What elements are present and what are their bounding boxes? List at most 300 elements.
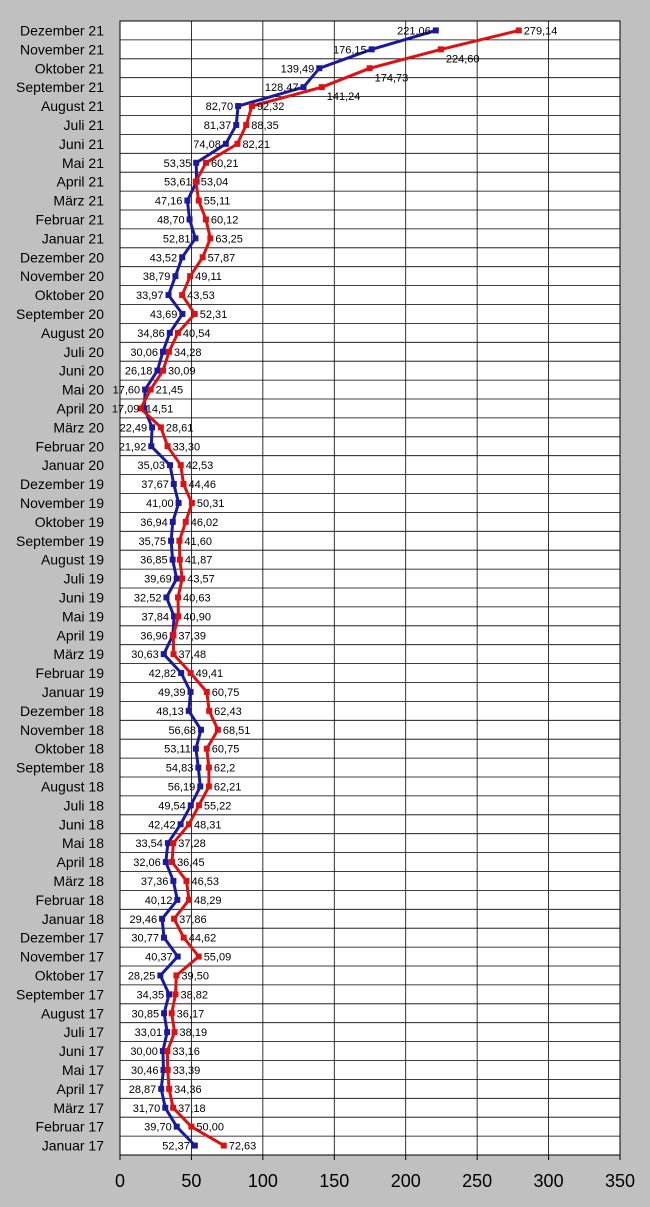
series-2-data-label: 52,31 xyxy=(199,308,228,321)
series-1-marker xyxy=(195,765,201,771)
series-2-data-label: 224,60 xyxy=(445,53,480,66)
series-2-marker xyxy=(172,1029,178,1035)
category-label: Februar 20 xyxy=(35,438,104,455)
series-1-data-label: 22,49 xyxy=(119,422,148,435)
series-2-marker xyxy=(175,613,181,619)
series-2-data-label: 37,39 xyxy=(178,630,206,643)
series-2-data-label: 41,87 xyxy=(184,554,213,567)
series-1-data-label: 38,79 xyxy=(142,271,171,284)
series-2-data-label: 40,54 xyxy=(182,327,211,340)
series-1-data-label: 37,36 xyxy=(140,875,169,888)
series-2-data-label: 46,53 xyxy=(191,875,220,888)
series-2-marker xyxy=(193,179,199,185)
series-2-data-label: 38,82 xyxy=(180,989,208,1002)
series-2-marker xyxy=(172,991,178,997)
series-1-marker xyxy=(178,821,184,827)
series-2-marker xyxy=(204,746,210,752)
series-1-data-label: 17,09 xyxy=(111,403,140,416)
series-1-data-label: 42,82 xyxy=(148,668,177,681)
series-2-marker xyxy=(176,538,182,544)
series-2-data-label: 55,22 xyxy=(203,800,232,813)
category-label: Februar 21 xyxy=(35,211,104,228)
series-1-data-label: 30,63 xyxy=(131,649,159,662)
series-2-data-label: 39,50 xyxy=(181,970,209,983)
series-2-data-label: 33,39 xyxy=(172,1064,201,1077)
series-2-data-label: 30,09 xyxy=(167,365,196,378)
series-2-marker xyxy=(203,160,209,166)
category-label: Mai 19 xyxy=(61,608,104,625)
series-1-marker xyxy=(161,651,167,657)
series-1-marker xyxy=(187,216,193,222)
series-1-marker xyxy=(188,802,194,808)
series-1-marker xyxy=(188,689,194,695)
series-2-data-label: 37,86 xyxy=(179,913,207,926)
series-2-data-label: 68,51 xyxy=(222,724,251,737)
series-2-data-label: 174,73 xyxy=(374,72,409,85)
category-label: Juni 18 xyxy=(58,816,104,833)
category-label: August 19 xyxy=(40,551,104,568)
series-1-data-label: 56,19 xyxy=(167,781,196,794)
x-tick-label: 250 xyxy=(462,1171,493,1191)
series-1-marker xyxy=(174,897,180,903)
series-2-marker xyxy=(173,972,179,978)
series-1-data-label: 34,35 xyxy=(136,989,165,1002)
series-2-data-label: 92,32 xyxy=(256,101,285,114)
series-1-marker xyxy=(179,311,185,317)
series-1-data-label: 35,75 xyxy=(138,535,167,548)
series-2-data-label: 37,18 xyxy=(178,1102,206,1115)
series-2-marker xyxy=(215,727,221,733)
category-label: August 21 xyxy=(40,98,104,115)
series-2-data-label: 40,90 xyxy=(183,611,211,624)
series-1-marker xyxy=(148,443,154,449)
category-label: November 19 xyxy=(19,494,104,511)
series-2-data-label: 37,28 xyxy=(178,838,206,851)
series-2-data-label: 55,11 xyxy=(203,195,231,208)
series-2-marker xyxy=(196,954,202,960)
series-1-data-label: 37,84 xyxy=(141,611,170,624)
series-1-data-label: 33,54 xyxy=(135,838,163,851)
series-2-data-label: 50,00 xyxy=(196,1121,224,1134)
series-1-marker xyxy=(166,292,172,298)
series-2-marker xyxy=(234,141,240,147)
series-2-data-label: 57,87 xyxy=(207,252,236,265)
category-label: November 18 xyxy=(19,721,104,738)
series-2-marker xyxy=(158,424,164,430)
series-2-marker xyxy=(178,462,184,468)
series-2-marker xyxy=(204,689,210,695)
series-2-marker xyxy=(186,897,192,903)
category-label: März 17 xyxy=(53,1099,104,1116)
series-2-marker xyxy=(188,670,194,676)
category-label: Februar 17 xyxy=(35,1118,104,1135)
series-1-data-label: 56,68 xyxy=(168,724,196,737)
series-2-data-label: 44,62 xyxy=(188,932,217,945)
series-1-marker xyxy=(163,859,169,865)
series-2-data-label: 33,30 xyxy=(172,441,201,454)
series-2-marker xyxy=(175,330,181,336)
series-1-data-label: 32,52 xyxy=(133,592,162,605)
series-2-data-label: 14,51 xyxy=(145,403,174,416)
series-1-marker xyxy=(160,349,166,355)
series-1-data-label: 33,01 xyxy=(134,1027,163,1040)
series-1-data-label: 128,47 xyxy=(264,82,299,95)
series-1-marker xyxy=(186,708,192,714)
series-2-data-label: 62,2 xyxy=(213,762,236,775)
series-1-marker xyxy=(176,500,182,506)
category-label: November 21 xyxy=(19,41,104,58)
series-1-marker xyxy=(170,878,176,884)
series-2-data-label: 82,21 xyxy=(242,138,270,151)
series-1-marker xyxy=(174,1124,180,1130)
series-2-data-label: 46,02 xyxy=(190,516,219,529)
x-tick-label: 150 xyxy=(319,1171,350,1191)
series-1-data-label: 37,67 xyxy=(141,479,169,492)
series-1-marker xyxy=(159,916,165,922)
series-1-marker xyxy=(192,1143,198,1149)
series-1-marker xyxy=(162,1105,168,1111)
series-2-data-label: 42,53 xyxy=(185,460,214,473)
category-label: März 18 xyxy=(53,872,104,889)
series-2-marker xyxy=(206,783,212,789)
series-2-data-label: 21,45 xyxy=(155,384,184,397)
series-1-marker xyxy=(192,235,198,241)
x-tick-label: 100 xyxy=(247,1171,278,1191)
series-1-marker xyxy=(149,424,155,430)
series-1-data-label: 28,25 xyxy=(127,970,156,983)
category-label: August 18 xyxy=(40,778,104,795)
series-2-marker xyxy=(170,840,176,846)
series-2-marker xyxy=(203,216,209,222)
series-1-data-label: 36,85 xyxy=(140,554,168,567)
series-2-marker xyxy=(189,500,195,506)
series-2-data-label: 37,48 xyxy=(178,649,207,662)
series-2-marker xyxy=(179,292,185,298)
series-1-data-label: 30,77 xyxy=(131,932,159,945)
series-2-marker xyxy=(221,1143,227,1149)
series-1-marker xyxy=(163,594,169,600)
series-1-data-label: 32,06 xyxy=(133,857,161,870)
series-1-marker xyxy=(198,727,204,733)
category-label: Dezember 21 xyxy=(19,22,104,39)
category-label: März 20 xyxy=(53,419,104,436)
series-1-marker xyxy=(167,330,173,336)
category-label: Juli 17 xyxy=(63,1024,104,1041)
category-label: Juni 20 xyxy=(58,362,104,379)
series-1-marker xyxy=(193,746,199,752)
series-2-marker xyxy=(165,443,171,449)
series-1-data-label: 48,70 xyxy=(157,214,185,227)
category-label: April 21 xyxy=(56,173,104,190)
series-1-data-label: 47,16 xyxy=(154,195,183,208)
category-label: Juni 17 xyxy=(58,1043,104,1060)
series-1-data-label: 42,42 xyxy=(148,819,176,832)
category-label: September 17 xyxy=(16,986,104,1003)
category-label: Dezember 20 xyxy=(19,249,104,266)
series-1-marker xyxy=(165,840,171,846)
category-label: Juli 21 xyxy=(63,116,104,133)
category-label: März 21 xyxy=(53,192,104,209)
category-label: Januar 17 xyxy=(41,1137,104,1154)
series-2-data-label: 43,53 xyxy=(187,290,215,303)
category-label: Oktober 17 xyxy=(34,967,104,984)
series-1-marker xyxy=(161,1010,167,1016)
series-1-marker xyxy=(369,46,375,52)
series-2-data-label: 28,61 xyxy=(165,422,194,435)
series-1-data-label: 82,70 xyxy=(205,101,234,114)
category-label: April 20 xyxy=(56,400,104,417)
series-1-marker xyxy=(197,783,203,789)
series-1-data-label: 26,18 xyxy=(124,365,153,378)
series-2-data-label: 88,35 xyxy=(251,119,279,132)
series-2-marker xyxy=(516,27,522,33)
series-2-marker xyxy=(164,1048,170,1054)
x-tick-label: 350 xyxy=(604,1171,636,1191)
series-2-marker xyxy=(249,103,255,109)
category-label: April 18 xyxy=(56,854,104,871)
series-1-marker xyxy=(178,670,184,676)
category-label: Juli 18 xyxy=(63,797,104,814)
series-1-marker xyxy=(175,954,181,960)
series-1-data-label: 52,37 xyxy=(162,1140,190,1153)
series-1-marker xyxy=(168,538,174,544)
series-1-marker xyxy=(166,991,172,997)
series-1-marker xyxy=(172,273,178,279)
series-2-marker xyxy=(196,198,202,204)
series-2-marker xyxy=(148,387,154,393)
category-label: Januar 18 xyxy=(41,910,104,927)
series-2-marker xyxy=(192,311,198,317)
series-2-marker xyxy=(183,519,189,525)
series-2-data-label: 33,16 xyxy=(172,1046,200,1059)
series-1-marker xyxy=(154,368,160,374)
series-2-marker xyxy=(206,765,212,771)
series-2-data-label: 44,46 xyxy=(188,479,217,492)
series-2-marker xyxy=(171,916,177,922)
series-1-marker xyxy=(167,462,173,468)
series-2-data-label: 43,57 xyxy=(187,573,215,586)
category-label: August 17 xyxy=(40,1005,104,1022)
category-label: April 17 xyxy=(56,1080,104,1097)
series-1-marker xyxy=(170,557,176,563)
category-label: September 20 xyxy=(16,305,104,322)
series-1-data-label: 40,12 xyxy=(144,894,173,907)
series-1-data-label: 74,08 xyxy=(193,138,221,151)
series-1-marker xyxy=(171,481,177,487)
category-label: September 18 xyxy=(16,759,104,776)
series-2-marker xyxy=(187,273,193,279)
category-label: Mai 21 xyxy=(61,154,104,171)
category-label: Juni 21 xyxy=(58,135,104,152)
series-2-data-label: 55,09 xyxy=(203,951,232,964)
series-2-data-label: 60,75 xyxy=(211,743,240,756)
series-2-marker xyxy=(183,878,189,884)
series-2-marker xyxy=(169,859,175,865)
category-label: Juni 19 xyxy=(58,589,104,606)
series-2-marker xyxy=(243,122,249,128)
category-label: Oktober 19 xyxy=(34,513,104,530)
series-1-data-label: 17,60 xyxy=(112,384,141,397)
series-1-marker xyxy=(316,65,322,71)
series-2-data-label: 63,25 xyxy=(215,233,243,246)
series-1-data-label: 41,00 xyxy=(146,497,174,510)
category-label: Juli 20 xyxy=(63,343,104,360)
series-2-marker xyxy=(179,576,185,582)
series-1-data-label: 43,52 xyxy=(149,252,178,265)
category-label: Februar 18 xyxy=(35,891,104,908)
series-1-marker xyxy=(157,972,163,978)
series-2-marker xyxy=(181,935,187,941)
x-tick-label: 50 xyxy=(181,1171,202,1191)
series-1-data-label: 49,54 xyxy=(158,800,186,813)
series-2-marker xyxy=(200,254,206,260)
series-1-data-label: 21,92 xyxy=(118,441,147,454)
series-1-data-label: 30,06 xyxy=(130,346,158,359)
series-2-data-label: 279,14 xyxy=(523,25,558,38)
series-1-marker xyxy=(301,84,307,90)
series-2-data-label: 50,31 xyxy=(196,497,225,510)
series-2-marker xyxy=(169,1010,175,1016)
series-2-data-label: 62,21 xyxy=(213,781,242,794)
series-1-marker xyxy=(170,519,176,525)
category-label: Dezember 18 xyxy=(19,702,104,719)
series-1-marker xyxy=(158,1086,164,1092)
series-1-data-label: 52,81 xyxy=(162,233,191,246)
series-1-data-label: 139,49 xyxy=(280,63,315,76)
series-1-marker xyxy=(164,1029,170,1035)
category-label: September 21 xyxy=(16,79,104,96)
series-1-data-label: 53,35 xyxy=(163,157,192,170)
category-label: Februar 19 xyxy=(35,665,104,682)
series-1-data-label: 39,69 xyxy=(144,573,172,586)
series-2-data-label: 141,24 xyxy=(326,91,361,104)
series-1-data-label: 33,97 xyxy=(135,290,164,303)
series-1-data-label: 30,85 xyxy=(131,1008,160,1021)
series-1-data-label: 31,70 xyxy=(132,1102,161,1115)
series-2-marker xyxy=(438,46,444,52)
series-2-data-label: 36,45 xyxy=(177,857,205,870)
category-label: November 17 xyxy=(19,948,104,965)
x-tick-labels xyxy=(115,1171,635,1191)
category-labels xyxy=(16,22,104,1153)
category-label: Januar 21 xyxy=(41,230,104,247)
series-2-data-label: 36,17 xyxy=(176,1008,205,1021)
series-1-marker xyxy=(161,935,167,941)
series-2-data-label: 38,19 xyxy=(179,1027,208,1040)
series-1-data-label: 43,69 xyxy=(149,308,178,321)
series-2-data-label: 48,29 xyxy=(193,894,222,907)
x-tick-label: 300 xyxy=(533,1171,564,1191)
category-label: Oktober 18 xyxy=(34,740,104,757)
series-2-data-label: 49,11 xyxy=(195,271,222,284)
series-2-marker xyxy=(186,821,192,827)
category-label: April 19 xyxy=(56,627,104,644)
series-1-data-label: 54,83 xyxy=(165,762,194,775)
series-2-marker xyxy=(160,368,166,374)
category-label: August 20 xyxy=(40,324,104,341)
category-label: Oktober 20 xyxy=(34,287,104,304)
category-label: Mai 20 xyxy=(61,381,104,398)
series-2-data-label: 60,21 xyxy=(211,157,239,170)
category-label: Mai 17 xyxy=(61,1061,104,1078)
series-2-data-label: 34,28 xyxy=(173,346,202,359)
series-1-marker xyxy=(223,141,229,147)
series-1-data-label: 39,70 xyxy=(144,1121,172,1134)
series-1-marker xyxy=(179,254,185,260)
series-2-marker xyxy=(188,1124,194,1130)
series-2-data-label: 41,60 xyxy=(184,535,212,548)
series-1-data-label: 176,15 xyxy=(332,44,367,57)
series-1-data-label: 49,39 xyxy=(158,686,186,699)
category-label: Oktober 21 xyxy=(34,60,104,77)
category-label: Januar 19 xyxy=(41,683,104,700)
series-1-marker xyxy=(193,160,199,166)
x-tick-label: 0 xyxy=(114,1171,126,1191)
series-2-marker xyxy=(206,708,212,714)
series-1-data-label: 36,96 xyxy=(140,630,168,643)
series-2-marker xyxy=(170,1105,176,1111)
series-1-data-label: 53,11 xyxy=(164,743,191,756)
series-2-marker xyxy=(171,651,177,657)
series-2-data-label: 48,31 xyxy=(194,819,222,832)
series-2-data-label: 34,36 xyxy=(174,1083,202,1096)
series-1-data-label: 34,86 xyxy=(137,327,165,340)
category-label: Januar 20 xyxy=(41,457,104,474)
series-1-marker xyxy=(433,27,439,33)
series-2-marker xyxy=(170,632,176,638)
series-2-marker xyxy=(196,802,202,808)
series-1-data-label: 35,03 xyxy=(137,460,166,473)
series-1-data-label: 221,06 xyxy=(397,25,431,38)
x-tick-label: 200 xyxy=(390,1171,421,1191)
category-label: November 20 xyxy=(19,268,104,285)
series-1-data-label: 48,13 xyxy=(156,705,184,718)
series-1-marker xyxy=(235,103,241,109)
series-1-marker xyxy=(174,576,180,582)
series-2-marker xyxy=(166,1086,172,1092)
series-1-data-label: 29,46 xyxy=(129,913,158,926)
series-2-marker xyxy=(207,235,213,241)
series-2-marker xyxy=(175,594,181,600)
category-label: Juli 19 xyxy=(63,570,104,587)
series-1-marker xyxy=(142,387,148,393)
series-1-data-label: 40,37 xyxy=(145,951,173,964)
series-2-marker xyxy=(165,1067,171,1073)
series-2-data-label: 60,75 xyxy=(211,686,240,699)
series-2-marker xyxy=(367,65,373,71)
series-2-marker xyxy=(177,557,183,563)
category-label: Dezember 17 xyxy=(19,929,104,946)
series-1-data-label: 30,46 xyxy=(130,1064,159,1077)
category-label: Dezember 19 xyxy=(19,476,104,493)
series-2-marker xyxy=(181,481,187,487)
series-1-data-label: 53,61 xyxy=(164,176,192,189)
category-label: März 19 xyxy=(53,646,104,663)
series-2-data-label: 62,43 xyxy=(214,705,242,718)
series-1-marker xyxy=(233,122,239,128)
series-1-marker xyxy=(184,198,190,204)
series-1-data-label: 81,37 xyxy=(203,119,232,132)
category-label: Mai 18 xyxy=(61,835,104,852)
series-1-data-label: 36,94 xyxy=(140,516,168,529)
series-2-data-label: 60,12 xyxy=(210,214,239,227)
category-label: September 19 xyxy=(16,532,104,549)
series-2-data-label: 40,63 xyxy=(183,592,211,605)
series-2-data-label: 72,63 xyxy=(228,1140,257,1153)
series-1-data-label: 28,87 xyxy=(128,1083,157,1096)
series-2-marker xyxy=(166,349,172,355)
series-2-data-label: 49,41 xyxy=(195,668,224,681)
